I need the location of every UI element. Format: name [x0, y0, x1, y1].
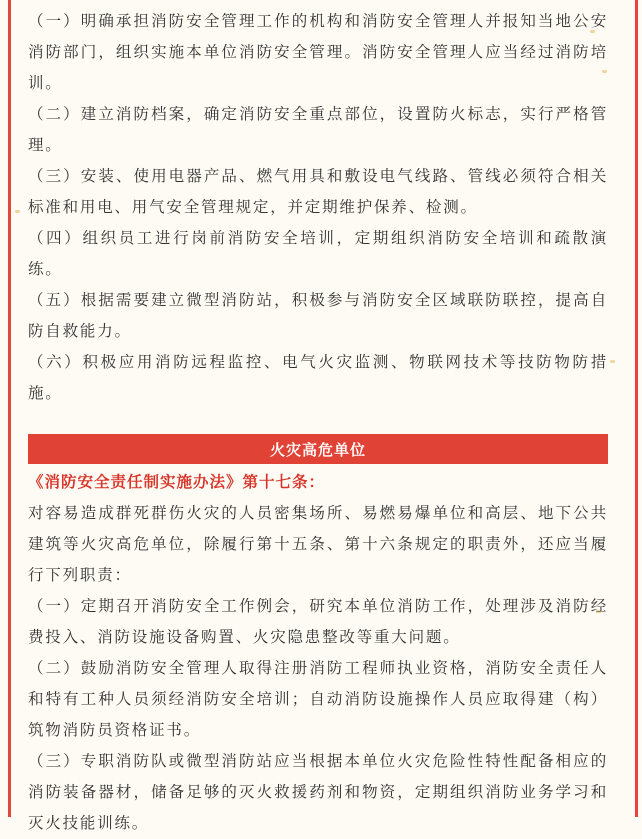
duty-item: （六）积极应用消防远程监控、电气火灾监测、物联网技术等技防物防措施。: [28, 353, 608, 402]
duty-item: （一）明确承担消防安全管理工作的机构和消防安全管理人并报知当地公安消防部门，组织实施本单位消防安全管理。消防安全管理人应当经过消防培训。: [28, 12, 608, 92]
duty-item: （三）专职消防队或微型消防站应当根据本单位火灾危险性特性配备相应的消防装备器材，储备足够的灭火救援药剂和物资，定期组织消防业务学习和灭火技能训练。: [28, 752, 608, 832]
section-banner-title: 火灾高危单位: [269, 440, 366, 459]
article-intro: 对容易造成群死群伤火灾的人员密集场所、易燃易爆单位和高层、地下公共建筑等火灾高危单位，除履行第十五条、第十六条规定的职责外，还应当履行下列职责：: [28, 504, 608, 584]
right-border: [635, 0, 638, 817]
article-body: [28, 0, 608, 839]
left-border: [8, 0, 11, 817]
duty-item: （二）鼓励消防安全管理人取得注册消防工程师执业资格，消防安全责任人和特有工种人员须经消防安全培训；自动消防设施操作人员应取得建（构）筑物消防员资格证书。: [28, 659, 608, 739]
duty-item: （五）根据需要建立微型消防站，积极参与消防安全区域联防联控，提高自防自救能力。: [28, 291, 608, 340]
duty-item: （一）定期召开消防安全工作例会，研究本单位消防工作，处理涉及消防经费投入、消防设施设备购置、火灾隐患整改等重大问题。: [28, 597, 608, 646]
duty-item: （三）安装、使用电器产品、燃气用具和敷设电气线路、管线必须符合相关标准和用电、用气安全管理规定，并定期维护保养、检测。: [28, 167, 608, 216]
duty-item: （四）组织员工进行岗前消防安全培训，定期组织消防安全培训和疏散演练。: [28, 229, 608, 278]
confetti: [610, 360, 615, 363]
confetti: [15, 210, 20, 213]
article-reference: 《消防安全责任制实施办法》第十七条：: [28, 473, 326, 491]
duties-list: [28, 6, 608, 409]
duty-item: （二）建立消防档案，确定消防安全重点部位，设置防火标志，实行严格管理。: [28, 105, 608, 154]
section-banner: [28, 434, 608, 464]
